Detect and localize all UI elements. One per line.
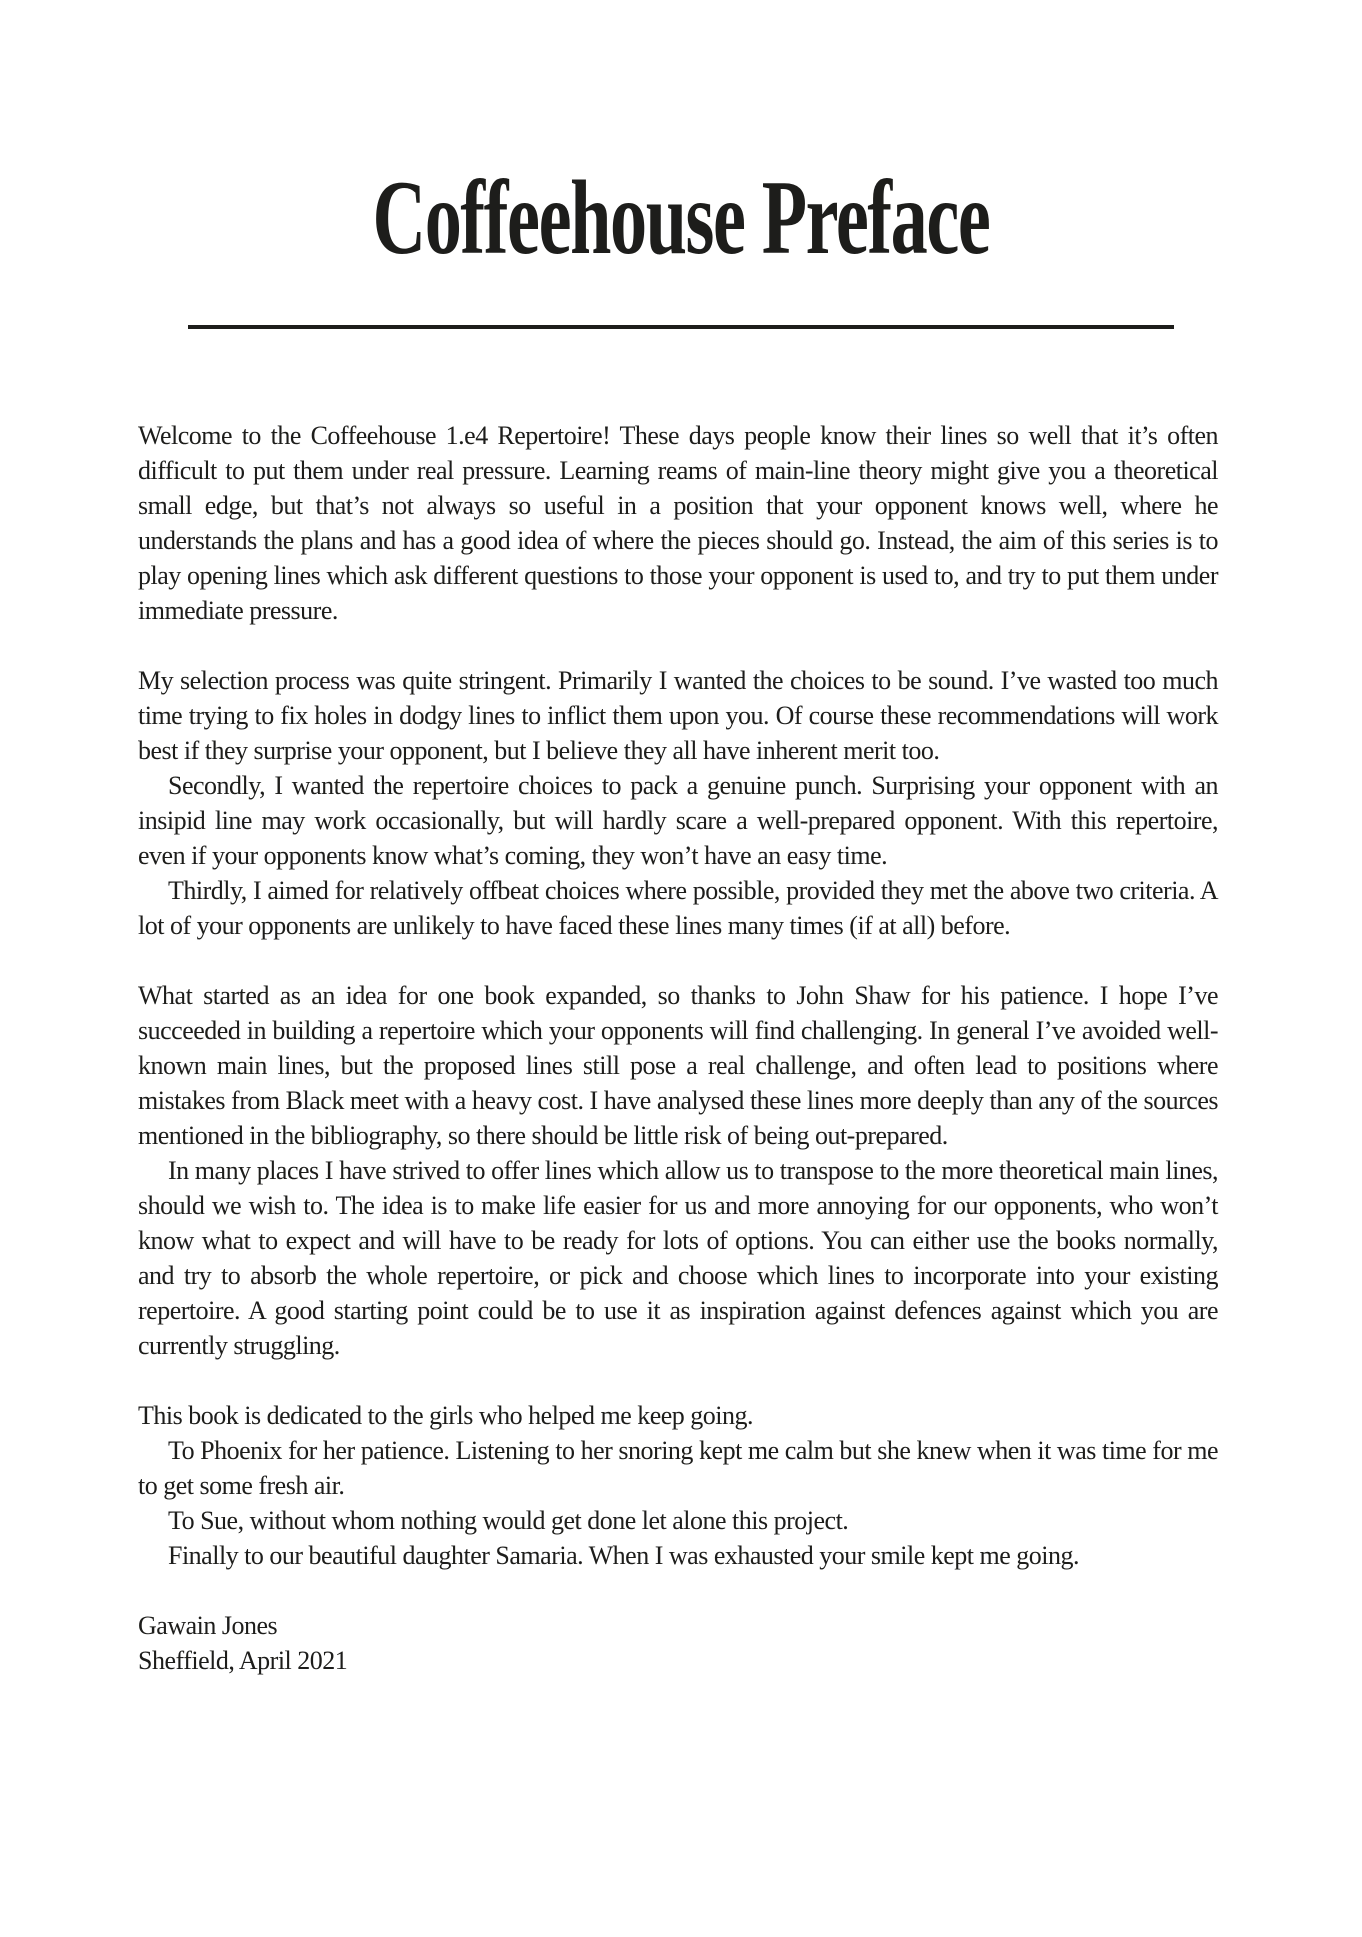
preface-paragraph: Thirdly, I aimed for relatively offbeat choices where possible, provided they met the above two criteria. A lot of your opponents are unlikely to have faced these lines many times (if at all) before. [138,876,1218,940]
signature-author: Gawain Jones [138,1611,278,1640]
preface-body [138,418,1218,1678]
preface-paragraph: In many places I have strived to offer lines which allow us to transpose to the more theoretical main lines, should we wish to. The idea is to make life easier for us and more annoying for our opponents, who won’t know what to expect and will have to be ready for lots of options. You can either use the books normally, and try to absorb the whole repertoire, or pick and choose which lines to incorporate into your existing repertoire. A good starting point could be to use it as inspiration against defences against which you are currently struggling. [138,1156,1218,1360]
preface-paragraph: Welcome to the Coffeehouse 1.e4 Repertoire! These days people know their lines so well that it’s often difficult to put them under real pressure. Learning reams of main-line theory might give you a theoretical small edge, but that’s not always so useful in a position that your opponent knows well, where he understands the plans and has a good idea of where the pieces should go. Instead, the aim of this series is to play opening lines which ask different questions to those your opponent is used to, and try to put them under immediate pressure. [138,421,1218,625]
title-rule [188,325,1174,329]
preface-paragraph: What started as an idea for one book expanded, so thanks to John Shaw for his patience. I hope I’ve succeeded in building a repertoire which your opponents will find challenging. In general I’ve avoided well-known main lines, but the proposed lines still pose a real challenge, and often lead to positions where mistakes from Black meet with a heavy cost. I have analysed these lines more deeply than any of the sources mentioned in the bibliography, so there should be little risk of being out-prepared. [138,981,1218,1150]
page-title: Coffeehouse Preface [372,159,990,276]
signature-place-date: Sheffield, April 2021 [138,1646,348,1675]
preface-paragraph: My selection process was quite stringent. Primarily I wanted the choices to be sound. I’ve wasted too much time trying to fix holes in dodgy lines to inflict them upon you. Of course these recommendations will work best if they surprise your opponent, but I believe they all have inherent merit too. [138,666,1218,765]
preface-paragraph: To Sue, without whom nothing would get done let alone this project. [168,1506,849,1535]
preface-paragraph: To Phoenix for her patience. Listening to her snoring kept me calm but she knew when it was time for me to get some fresh air. [138,1436,1218,1500]
paragraph-list [138,418,1218,1573]
preface-paragraph: This book is dedicated to the girls who helped me keep going. [138,1401,754,1430]
preface-paragraph: Finally to our beautiful daughter Samaria. When I was exhausted your smile kept me going. [168,1541,1080,1570]
signature-block [138,1608,1218,1678]
preface-paragraph: Secondly, I wanted the repertoire choices to pack a genuine punch. Surprising your opponent with an insipid line may work occasionally, but will hardly scare a well-prepared opponent. With this repertoire, even if your opponents know what’s coming, they won’t have an easy time. [138,771,1218,870]
